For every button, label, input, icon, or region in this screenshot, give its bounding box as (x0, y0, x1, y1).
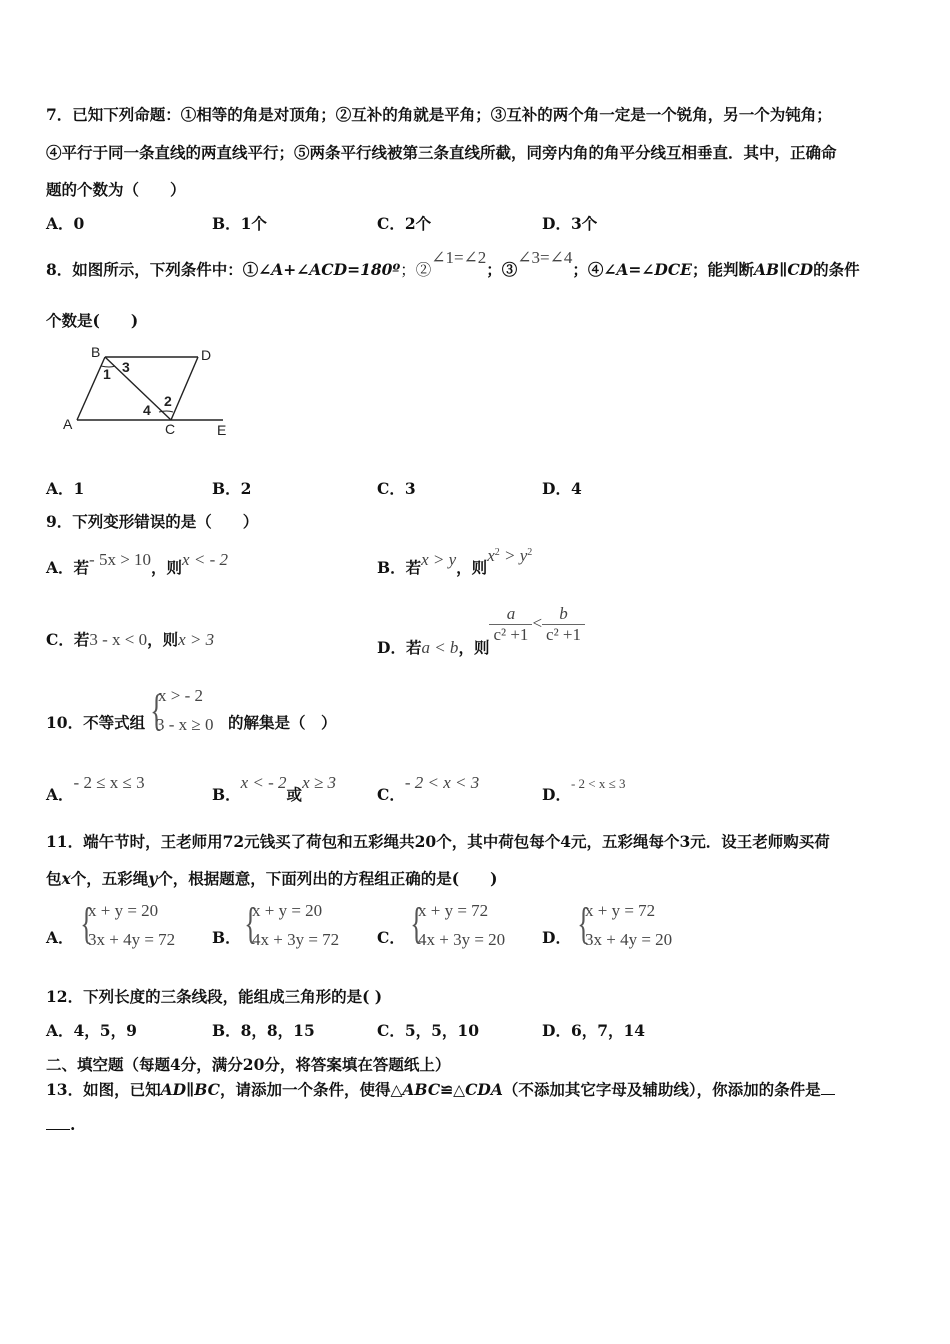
q9-d-fraction-b (542, 604, 585, 645)
q10-c-expr: - 2 < x < 3 (404, 773, 480, 792)
fig-angle-mark-c (159, 411, 173, 412)
q11-line2b: 个，五彩绳 (70, 869, 149, 888)
q9-b-exp2: 2 (527, 546, 533, 558)
q8-suffix2: 的条件 (813, 260, 860, 279)
q11-option-c-label: C． (377, 928, 405, 947)
q10-a-label: A． (46, 785, 74, 804)
q13-abc: ABC (402, 1080, 441, 1099)
q11-c-eq2: 4x + 3y = 20 (418, 930, 506, 949)
q10-b-label: B． (212, 785, 241, 804)
q12-option-d: D．6，7，14 (542, 1021, 646, 1040)
q9-b-exp1: 2 (494, 546, 500, 558)
q8-cond1: ∠A+∠ACD=180º (258, 260, 401, 279)
q13-b: ，请添加一个条件，使得△ (219, 1080, 403, 1099)
q11-b-eq1: x + y = 20 (252, 901, 323, 920)
q10-option-d (542, 776, 626, 805)
q11-var-x: x (61, 869, 71, 888)
fig-label-b: B (91, 344, 101, 360)
q13-answer-blank-1[interactable] (821, 1094, 835, 1095)
q11-c-brace: { (410, 899, 423, 948)
q12-option-b: B．8，8，15 (212, 1021, 315, 1040)
fig-label-e: E (217, 422, 227, 438)
fig-label-a: A (63, 416, 73, 432)
q11-c-eq1: x + y = 72 (418, 901, 489, 920)
q12-option-a: A．4，5，9 (46, 1021, 137, 1040)
q8-line1 (46, 248, 860, 280)
q11-line2 (46, 867, 497, 889)
q11-a-eq1: x + y = 20 (88, 901, 159, 920)
q10-suffix: 的解集是（ ） (228, 713, 337, 732)
q11-b-eq2: 4x + 3y = 72 (252, 930, 340, 949)
q9-b-m1: x > y (421, 550, 457, 569)
q10-d-label: D． (542, 785, 571, 804)
fig-line-ab (77, 357, 105, 420)
q9-d-frac-b-num: b (559, 604, 568, 623)
q9-d-lt: < (532, 613, 543, 633)
q7-line3: 题的个数为（ ） (46, 180, 186, 199)
q10-sys1: x > - 2 (158, 686, 203, 705)
q8-cond2: ∠1=∠2 (431, 248, 487, 267)
q9-d-label: D．若 (377, 637, 422, 657)
q11-option-b-label: B． (212, 928, 241, 947)
q13-line1 (46, 1078, 835, 1100)
q7-option-d: D．3个 (542, 214, 598, 233)
q8-ab-cd: AB∥CD (754, 260, 814, 279)
q12-option-c: C．5，5，10 (377, 1021, 479, 1040)
q8-option-c: C．3 (377, 479, 416, 498)
q13-end: . (70, 1115, 76, 1134)
q11-d-eq1: x + y = 72 (585, 901, 656, 920)
q10-sys2: 3 - x ≥ 0 (156, 715, 214, 734)
q11-b-brace: { (244, 899, 257, 948)
q7-option-b: B．1个 (212, 214, 267, 233)
q8-prefix: 8．如图所示，下列条件中：① (46, 260, 259, 279)
q10-b-expr2: x ≥ 3 (302, 773, 336, 792)
q9-d-frac-b-den: c² +1 (542, 624, 585, 645)
q9-b-gt-y: > y (499, 546, 528, 565)
fig-label-2: 2 (164, 393, 172, 409)
q7-line2: ④平行于同一条直线的两直线平行；⑤两条平行线被第三条直线所截，同旁内角的角平分线互相垂直．其中，正确命 (46, 143, 837, 162)
q8-sep2: ；② (400, 261, 432, 279)
q8-option-a: A．1 (46, 479, 85, 498)
q9-b-mid: ，则 (456, 558, 488, 577)
q11-a-brace: { (80, 899, 93, 948)
q9-d-frac-a-den: c² +1 (489, 624, 532, 645)
q10-b-expr1: x < - 2 (240, 773, 287, 792)
q10-option-b (212, 773, 336, 805)
q8-sep3: ；③ (486, 260, 518, 279)
q11-line2c: 个，根据题意，下面列出的方程组正确的是( ) (157, 869, 498, 888)
q7-option-a: A．0 (46, 214, 85, 233)
fig-line-cd (171, 357, 198, 420)
q11-option-a-label: A． (46, 928, 74, 947)
q11-d-eq2: 3x + 4y = 20 (585, 930, 673, 949)
q13-line2 (46, 1115, 75, 1134)
q13-d: （不添加其它字母及辅助线），你添加的条件是 (502, 1080, 821, 1099)
q7-line1: 7．已知下列命题：①相等的角是对顶角；②互补的角就是平角；③互补的两个角一定是一个锐角，另一个为钝角； (46, 105, 832, 124)
fig-label-3: 3 (122, 359, 130, 375)
q9-d-fraction-a (489, 604, 532, 645)
q13-cda: CDA (465, 1080, 503, 1099)
section-2-heading: 二、填空题（每题4分，满分20分，将答案填在答题纸上） (46, 1055, 451, 1074)
q13-answer-blank-2[interactable] (46, 1129, 70, 1130)
q10-brace: { (150, 686, 163, 735)
q8-option-b: B．2 (212, 479, 252, 498)
q8-suffix1: ；能判断 (691, 260, 754, 279)
q11-option-d-label: D． (542, 928, 571, 947)
q9-option-c (46, 628, 214, 650)
q9-d-frac-a-num: a (506, 604, 516, 623)
q9-a-m1: - 5x > 10 (89, 550, 152, 569)
q9-c-m2: x > 3 (178, 630, 215, 649)
q7-option-c: C．2个 (377, 214, 432, 233)
q13-a: 13．如图，已知 (46, 1080, 161, 1099)
q12-stem: 12．下列长度的三条线段，能组成三角形的是( ) (46, 987, 383, 1006)
q10-prefix: 10．不等式组 (46, 713, 146, 732)
q9-b-x: x (487, 546, 495, 565)
q10-b-or: 或 (286, 785, 303, 804)
q8-option-d: D．4 (542, 479, 582, 498)
q9-a-mid: ，则 (151, 558, 183, 577)
q11-var-y: y (148, 869, 158, 888)
q8-line2: 个数是( ) (46, 311, 139, 330)
q9-c-mid: ，则 (147, 630, 179, 649)
q8-cond4: ∠A=∠DCE (603, 260, 692, 279)
q13-c: ≌△ (440, 1080, 466, 1099)
q10-c-label: C． (377, 785, 405, 804)
q9-c-label: C．若 (46, 630, 90, 649)
fig-label-d: D (201, 347, 212, 363)
q8-figure (55, 340, 245, 440)
q11-d-brace: { (577, 899, 590, 948)
q9-a-m2: x < - 2 (182, 550, 228, 569)
q10-option-c (377, 773, 480, 805)
q11-a-eq2: 3x + 4y = 72 (88, 930, 176, 949)
q10-option-a (46, 773, 145, 805)
q9-a-label: A．若 (46, 558, 90, 577)
q9-d-m1: a < b (421, 637, 459, 657)
q9-stem: 9．下列变形错误的是（ ） (46, 512, 259, 531)
fig-label-4: 4 (143, 402, 151, 418)
fig-label-c: C (165, 421, 176, 437)
q8-sep4: ；④ (572, 260, 604, 279)
fig-label-1: 1 (103, 366, 111, 382)
q9-option-d (377, 604, 585, 657)
q8-cond3: ∠3=∠4 (517, 248, 573, 267)
q11-line2a: 包 (46, 869, 62, 888)
q10-d-expr: - 2 < x ≤ 3 (570, 776, 626, 791)
q9-option-b (377, 546, 533, 578)
q9-b-label: B．若 (377, 558, 422, 577)
q9-d-mid: ，则 (458, 637, 490, 657)
q11-line1: 11．端午节时，王老师用72元钱买了荷包和五彩绳共20个，其中荷包每个4元，五彩绳每个3元．设王老师购买荷 (46, 832, 830, 851)
q10-a-expr: - 2 ≤ x ≤ 3 (73, 773, 145, 792)
q9-option-a (46, 550, 228, 578)
q9-c-m1: 3 - x < 0 (89, 630, 148, 649)
q13-ad-bc: AD∥BC (160, 1080, 220, 1099)
